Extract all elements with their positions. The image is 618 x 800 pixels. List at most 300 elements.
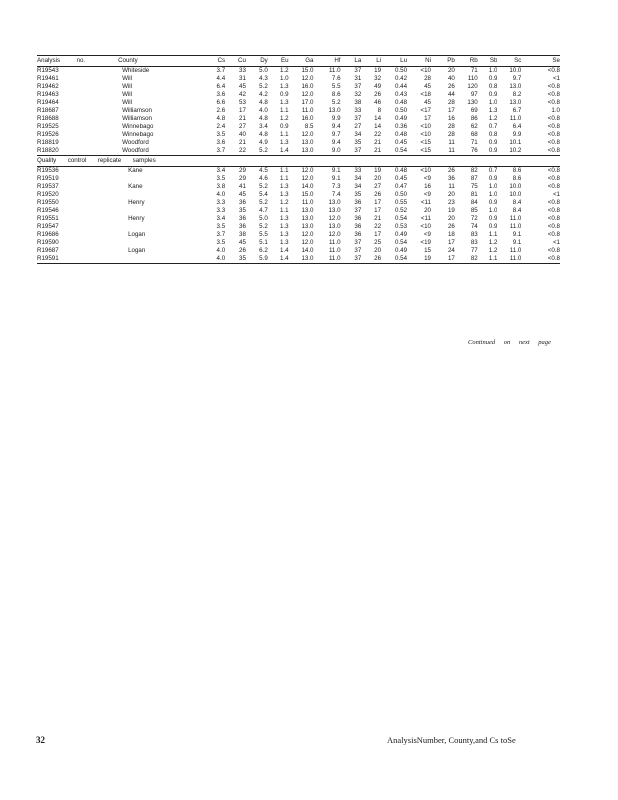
value-cell: <18 <box>420 91 431 98</box>
value-cell: 45 <box>239 83 246 90</box>
value-cell: 19 <box>374 167 382 174</box>
value-cell: 12.0 <box>301 75 314 82</box>
value-cell: <0.8 <box>547 115 560 122</box>
value-cell: 0.54 <box>395 147 408 154</box>
value-cell: 17.0 <box>301 99 314 106</box>
value-cell: 36 <box>354 223 362 230</box>
value-cell: 41 <box>239 183 246 190</box>
header-cell: Dy <box>260 57 268 64</box>
value-cell: <0.8 <box>547 247 560 254</box>
value-cell: 29 <box>239 175 246 182</box>
value-cell: 8 <box>377 107 382 114</box>
value-cell: 82 <box>470 167 478 174</box>
value-cell: 5.1 <box>259 239 268 246</box>
main-rows <box>37 67 560 156</box>
county-cell: Henry <box>128 199 145 206</box>
value-cell: <11 <box>420 215 431 222</box>
header-cell: County <box>118 57 138 64</box>
qc-label-word: Quality <box>37 157 57 164</box>
value-cell: 1.1 <box>279 175 289 182</box>
value-cell: <1 <box>552 75 560 82</box>
value-cell: 3.8 <box>216 183 226 190</box>
value-cell: <0.8 <box>547 183 560 190</box>
table-row <box>37 123 560 131</box>
analysis-number-cell: R18820 <box>37 147 59 154</box>
value-cell: 0.36 <box>395 123 408 130</box>
value-cell: 68 <box>470 131 478 138</box>
table-row <box>37 91 560 99</box>
table-row <box>37 215 560 223</box>
table-row <box>37 183 560 191</box>
analysis-number-cell: R19519 <box>37 175 59 182</box>
value-cell: 34 <box>354 183 362 190</box>
value-cell: 0.53 <box>395 223 408 230</box>
value-cell: 37 <box>341 255 362 264</box>
value-cell: 3.4 <box>216 215 226 222</box>
value-cell: 12.0 <box>301 175 314 182</box>
value-cell: 17 <box>374 199 382 206</box>
analysis-number-cell: R19537 <box>37 183 59 190</box>
value-cell: 11.0 <box>301 199 314 206</box>
value-cell: 11.0 <box>328 67 341 74</box>
value-cell: 1.2 <box>279 199 289 206</box>
header-cell: Lu <box>400 57 408 64</box>
value-cell: 12.0 <box>301 231 314 238</box>
qc-section-header <box>37 156 560 167</box>
analysis-number-cell: R18688 <box>37 115 59 122</box>
value-cell: 1.0 <box>488 99 498 106</box>
value-cell: 20 <box>424 207 431 214</box>
analysis-number-cell: R19687 <box>37 247 59 254</box>
county-cell: Logan <box>128 231 146 238</box>
table-row <box>37 167 560 176</box>
value-cell: 11.0 <box>509 115 522 122</box>
table-row <box>37 199 560 207</box>
value-cell: 38 <box>354 99 362 106</box>
value-cell: 20 <box>447 67 455 74</box>
header-cell: Ga <box>305 57 314 64</box>
value-cell: 81 <box>470 191 478 198</box>
value-cell: 20 <box>374 175 382 182</box>
value-cell: 12.0 <box>328 215 341 222</box>
value-cell: 26 <box>374 91 382 98</box>
value-cell: 32 <box>374 75 382 82</box>
value-cell: <9 <box>423 191 431 198</box>
value-cell: 10.0 <box>509 191 522 198</box>
value-cell: <1 <box>552 239 560 246</box>
value-cell: <10 <box>420 167 431 174</box>
value-cell: 1.1 <box>478 255 498 264</box>
value-cell: 20 <box>447 191 455 198</box>
analysis-number-cell: R19462 <box>37 83 59 90</box>
table-row <box>37 67 560 76</box>
value-cell: 12.0 <box>301 91 314 98</box>
value-cell: 10.0 <box>509 183 522 190</box>
value-cell: 36 <box>354 231 362 238</box>
value-cell: 16.0 <box>301 115 314 122</box>
county-cell <box>118 207 205 215</box>
value-cell: <0.8 <box>547 175 560 182</box>
value-cell: 13.0 <box>301 215 314 222</box>
value-cell: <9 <box>423 231 431 238</box>
value-cell: 1.0 <box>551 107 560 114</box>
value-cell: 1.0 <box>488 67 498 74</box>
value-cell: 13.0 <box>509 83 522 90</box>
value-cell: 9.1 <box>331 167 341 174</box>
value-cell: 49 <box>374 83 382 90</box>
value-cell: 36 <box>354 215 362 222</box>
value-cell: 9.9 <box>512 131 522 138</box>
value-cell: 35 <box>225 255 246 264</box>
value-cell: 11.0 <box>509 223 522 230</box>
value-cell: 110 <box>467 75 478 82</box>
value-cell: 17 <box>374 231 382 238</box>
value-cell: 5.0 <box>259 215 268 222</box>
value-cell: 76 <box>470 147 478 154</box>
value-cell: 10.0 <box>509 67 522 74</box>
value-cell: 11.0 <box>509 247 522 254</box>
value-cell: 0.42 <box>395 75 408 82</box>
county-cell: Will <box>122 99 133 106</box>
value-cell: 31 <box>354 75 362 82</box>
value-cell: 4.2 <box>259 91 268 98</box>
value-cell: 16 <box>447 115 455 122</box>
value-cell: 0.54 <box>395 215 408 222</box>
value-cell: 4.6 <box>259 175 268 182</box>
value-cell: 5.2 <box>259 223 268 230</box>
analysis-number-cell: R19461 <box>37 75 59 82</box>
value-cell: <0.8 <box>547 99 560 106</box>
value-cell: 1.0 <box>488 183 498 190</box>
table-row <box>37 83 560 91</box>
value-cell: 14 <box>374 123 382 130</box>
value-cell: 7.4 <box>331 191 341 198</box>
value-cell: 36 <box>239 199 246 206</box>
value-cell: 9.1 <box>512 231 522 238</box>
value-cell: 13.0 <box>328 107 341 114</box>
qc-label-word: control <box>67 157 87 164</box>
value-cell: <0.8 <box>547 91 560 98</box>
value-cell: 37 <box>354 115 362 122</box>
value-cell: 13.0 <box>301 139 314 146</box>
qc-rows <box>37 156 560 264</box>
value-cell: 20 <box>374 247 382 254</box>
qc-section-label <box>37 156 205 167</box>
table-row <box>37 223 560 231</box>
value-cell: 26 <box>447 83 455 90</box>
value-cell: 3.4 <box>216 167 226 174</box>
header-cell: Ni <box>425 57 431 64</box>
value-cell: 33 <box>239 67 246 74</box>
value-cell: <10 <box>420 223 431 230</box>
value-cell: 9.4 <box>331 139 341 146</box>
value-cell: 17 <box>431 255 455 264</box>
value-cell: 35 <box>239 207 246 214</box>
value-cell: 71 <box>470 67 478 74</box>
value-cell: 3.4 <box>259 123 268 130</box>
value-cell: 9.7 <box>512 75 522 82</box>
value-cell: 22 <box>239 147 246 154</box>
table-row <box>37 175 560 183</box>
value-cell: 29 <box>239 167 246 174</box>
value-cell: 27 <box>354 123 362 130</box>
value-cell: 11 <box>448 147 455 154</box>
value-cell: 40 <box>239 131 246 138</box>
value-cell: 35 <box>354 191 362 198</box>
value-cell: 32 <box>354 91 362 98</box>
value-cell: 22 <box>374 223 382 230</box>
value-cell: 40 <box>447 75 455 82</box>
value-cell: <10 <box>420 131 431 138</box>
value-cell: <15 <box>420 139 431 146</box>
value-cell: 0.9 <box>488 147 498 154</box>
value-cell: 13.0 <box>289 255 314 264</box>
value-cell: 36 <box>354 199 362 206</box>
value-cell: 3.5 <box>216 131 226 138</box>
county-cell: Williamson <box>122 115 152 122</box>
value-cell: 27 <box>239 123 246 130</box>
value-cell: 10.2 <box>509 147 522 154</box>
value-cell: 130 <box>467 99 478 106</box>
value-cell: 28 <box>447 131 455 138</box>
value-cell: 120 <box>467 83 478 90</box>
value-cell: 8.6 <box>512 175 522 182</box>
value-cell: 8.2 <box>512 91 522 98</box>
value-cell: 0.43 <box>395 91 408 98</box>
value-cell: 17 <box>447 239 455 246</box>
value-cell: 8.5 <box>304 123 314 130</box>
analysis-number-cell: R19550 <box>37 199 59 206</box>
value-cell: 45 <box>424 83 431 90</box>
value-cell: 37 <box>354 67 362 74</box>
value-cell: 11.0 <box>509 215 522 222</box>
value-cell: 83 <box>470 231 478 238</box>
value-cell: 37 <box>354 207 362 214</box>
value-cell: 14 <box>374 115 382 122</box>
value-cell: 1.1 <box>279 207 289 214</box>
value-cell: 69 <box>470 107 478 114</box>
table-row <box>37 255 560 264</box>
value-cell: 8.4 <box>512 199 522 206</box>
value-cell: 0.45 <box>395 139 408 146</box>
value-cell: 0.52 <box>395 207 408 214</box>
value-cell: 1.1 <box>279 107 289 114</box>
value-cell: 1.0 <box>488 207 498 214</box>
value-cell: 34 <box>354 175 362 182</box>
value-cell: 83 <box>470 239 478 246</box>
value-cell: 12.0 <box>328 231 341 238</box>
value-cell: 17 <box>424 115 431 122</box>
value-cell: 1.3 <box>279 239 289 246</box>
header-cell: Cu <box>238 57 246 64</box>
table-row <box>37 115 560 123</box>
value-cell: 15.0 <box>301 191 314 198</box>
value-cell: 2.4 <box>216 123 226 130</box>
value-cell: 1.0 <box>488 191 498 198</box>
value-cell: 25 <box>374 239 382 246</box>
table-row <box>37 139 560 147</box>
analysis-number-cell: R19591 <box>37 255 118 264</box>
analysis-number-cell: R19547 <box>37 223 59 230</box>
header-cell: Li <box>376 57 382 64</box>
value-cell: 19 <box>374 67 382 74</box>
value-cell: 62 <box>470 123 478 130</box>
value-cell: <15 <box>420 147 431 154</box>
analysis-number-cell: R19463 <box>37 91 59 98</box>
value-cell: 1.2 <box>279 115 289 122</box>
continued-note: Continued on next page <box>468 339 551 346</box>
value-cell: 0.45 <box>395 175 408 182</box>
value-cell: 0.44 <box>395 83 408 90</box>
county-cell: Will <box>122 75 133 82</box>
value-cell: 0.48 <box>395 131 408 138</box>
value-cell: 5.0 <box>259 67 268 74</box>
value-cell: 27 <box>374 183 382 190</box>
value-cell: 11.0 <box>328 247 341 254</box>
county-cell: Henry <box>128 215 145 222</box>
value-cell: 33 <box>354 107 362 114</box>
value-cell: 0.9 <box>279 91 289 98</box>
analysis-number-cell: R19536 <box>37 167 59 174</box>
table-row <box>37 191 560 199</box>
analysis-number-cell: R18819 <box>37 139 59 146</box>
value-cell: 3.6 <box>216 139 226 146</box>
value-cell: 71 <box>470 139 478 146</box>
value-cell: 10.1 <box>509 139 522 146</box>
value-cell: 0.49 <box>395 247 408 254</box>
header-cell: Cs <box>217 57 226 64</box>
value-cell: 1.2 <box>488 247 498 254</box>
table-row <box>37 99 560 107</box>
value-cell: 37 <box>354 83 362 90</box>
value-cell: 12.0 <box>301 131 314 138</box>
table-row <box>37 207 560 215</box>
header-cell: Hf <box>334 57 341 64</box>
value-cell: 45 <box>239 191 246 198</box>
value-cell: 0.7 <box>488 167 498 174</box>
value-cell: 46 <box>374 99 382 106</box>
value-cell: 1.3 <box>279 99 289 106</box>
value-cell: 21 <box>374 147 382 154</box>
header-cell: Se <box>552 57 560 64</box>
value-cell: <0.8 <box>521 255 560 264</box>
value-cell: 1.4 <box>279 247 289 254</box>
value-cell: 26 <box>374 191 382 198</box>
value-cell: 11.0 <box>497 255 521 264</box>
header-cell: Eu <box>280 57 289 64</box>
value-cell: 13.0 <box>301 223 314 230</box>
footer-title: AnalysisNumber, County,and Cs toSe <box>387 735 516 745</box>
value-cell: <19 <box>420 239 431 246</box>
value-cell: 0.50 <box>395 67 408 74</box>
header-cell: Sb <box>489 57 498 64</box>
analysis-number-cell: R19543 <box>37 67 59 74</box>
value-cell: 75 <box>470 183 478 190</box>
value-cell: 9.7 <box>331 131 341 138</box>
value-cell: 19 <box>447 207 455 214</box>
value-cell: <1 <box>552 191 560 198</box>
value-cell: <0.8 <box>547 231 560 238</box>
value-cell: 5.9 <box>246 255 268 264</box>
analysis-number-cell: R19546 <box>37 207 59 214</box>
header-cell: Analysis <box>37 57 61 64</box>
data-table <box>37 55 560 264</box>
value-cell: 0.9 <box>488 139 498 146</box>
value-cell: <0.8 <box>547 123 560 130</box>
value-cell: 5.5 <box>331 83 341 90</box>
value-cell: 0.49 <box>395 115 408 122</box>
value-cell: 26 <box>239 247 246 254</box>
value-cell: 26 <box>447 167 455 174</box>
county-cell: Woodford <box>122 139 149 146</box>
value-cell: 37 <box>354 247 362 254</box>
county-cell <box>118 175 205 183</box>
value-cell: 0.9 <box>488 223 498 230</box>
value-cell: 6.4 <box>512 123 522 130</box>
value-cell: 4.0 <box>259 107 268 114</box>
table-row <box>37 239 560 247</box>
value-cell: 3.7 <box>216 67 226 74</box>
county-cell <box>118 239 205 247</box>
county-cell: Will <box>122 91 133 98</box>
value-cell: <0.8 <box>547 223 560 230</box>
value-cell: 12.0 <box>301 239 314 246</box>
value-cell: 1.2 <box>488 115 498 122</box>
value-cell: 36 <box>239 223 246 230</box>
value-cell: 13.0 <box>509 99 522 106</box>
value-cell: 53 <box>239 99 246 106</box>
value-cell: 86 <box>470 115 478 122</box>
value-cell: 0.9 <box>488 75 498 82</box>
value-cell: 82 <box>455 255 478 264</box>
value-cell: 0.54 <box>395 239 408 246</box>
value-cell: 4.0 <box>216 247 226 254</box>
value-cell: 1.1 <box>279 167 289 174</box>
value-cell: 13.0 <box>328 223 341 230</box>
value-cell: 0.47 <box>395 183 408 190</box>
value-cell: 19 <box>407 255 431 264</box>
value-cell: 4.0 <box>216 191 226 198</box>
value-cell: 72 <box>470 215 478 222</box>
value-cell: 16 <box>424 183 431 190</box>
value-cell: 1.3 <box>279 231 289 238</box>
value-cell: 9.1 <box>512 239 522 246</box>
county-cell: Winnebago <box>122 131 154 138</box>
value-cell: 8.6 <box>512 167 522 174</box>
value-cell: 6.7 <box>512 107 522 114</box>
value-cell: 3.3 <box>216 199 226 206</box>
value-cell: 1.2 <box>488 239 498 246</box>
value-cell: 0.54 <box>381 255 407 264</box>
value-cell: 6.2 <box>259 247 268 254</box>
value-cell: 20 <box>447 215 455 222</box>
value-cell: 1.3 <box>279 223 289 230</box>
value-cell: <0.8 <box>547 207 560 214</box>
value-cell: 17 <box>374 207 382 214</box>
page-number: 32 <box>36 735 45 745</box>
value-cell: 0.50 <box>395 191 408 198</box>
value-cell: 1.4 <box>268 255 289 264</box>
value-cell: 3.5 <box>216 239 226 246</box>
value-cell: 3.5 <box>216 223 226 230</box>
qc-label-word: replicate <box>97 157 122 164</box>
value-cell: 13.0 <box>328 207 341 214</box>
value-cell: 5.5 <box>259 231 268 238</box>
value-cell: 5.2 <box>259 183 268 190</box>
value-cell: 5.4 <box>259 191 268 198</box>
county-cell: Will <box>122 83 133 90</box>
value-cell: 2.6 <box>216 107 226 114</box>
